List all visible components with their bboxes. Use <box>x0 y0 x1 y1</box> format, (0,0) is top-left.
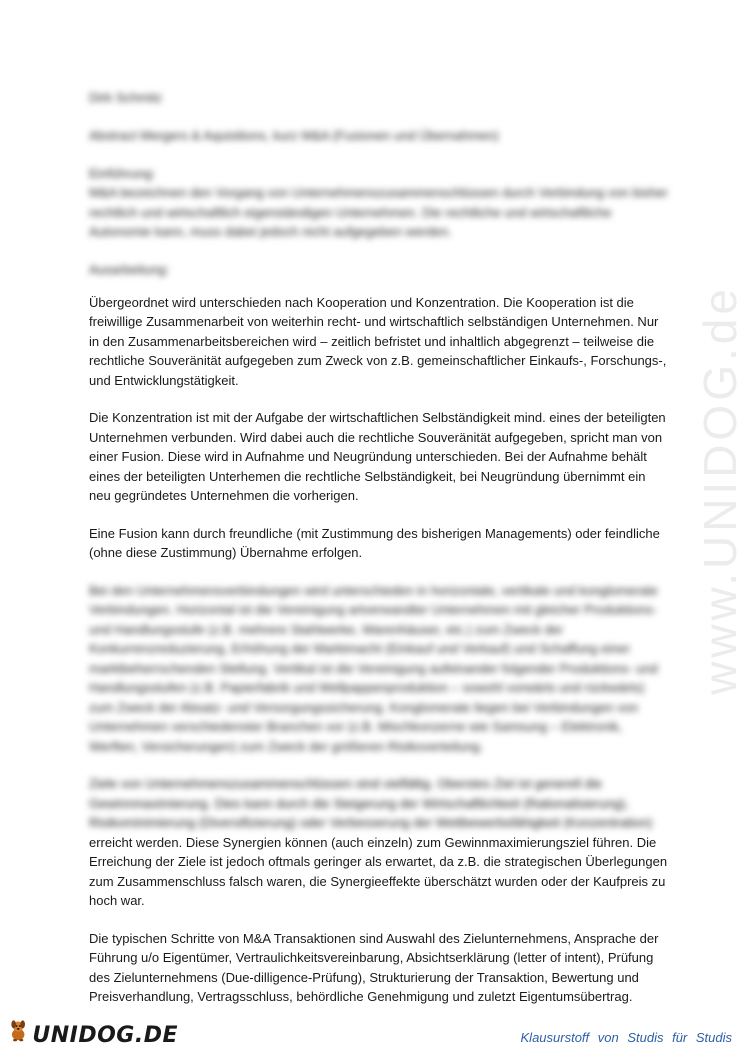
paragraph-ziele-clear: erreicht werden. Diese Synergien können (auch einzeln) zum Gewinnmaximierungsziel führen. Die Erreichung der Ziele ist jedoch oftmals geringer als erwartet, da z.B. die strategischen Überlegungen zum Zusammenschluss falsch waren, die Synergieeffekte überschätzt wurden oder der Kaufpreis zu hoch war. <box>89 834 668 908</box>
logo-text: UNIDOG.DE <box>32 1023 178 1048</box>
section-title: Ausarbeitung: <box>89 261 170 277</box>
footer-slogan: Klausurstoff von Studis für Studis <box>520 1030 732 1045</box>
intro-text: M&A bezeichnen den Vorgang von Unternehmenszusammenschlüssen durch Verbindung von bisher rechtlich und wirtschaftlich eigenständigen Unternehmen. Die rechtliche und wirtschaftliche Autonomie kann, muss dabei jedoch nicht aufgegeben werden. <box>89 185 668 239</box>
paragraph-fusion: Eine Fusion kann durch freundliche (mit Zustimmung des bisherigen Managements) oder feindliche (ohne diese Zustimmung) Übernahme erfolgen. <box>89 525 660 560</box>
paragraph-ziele-blurred: Ziele von Unternehmenszusammenschlüssen sind vielfältig. Oberstes Ziel ist generell die Gewinnmaximierung. Dies kann durch die Steigerung der Wirtschaftlichkeit (Rationalisierung), Risikominimierung (Diversifizierung) oder Verbesserung der Wettbewerbsfähigkeit (Konzentration) <box>89 776 653 830</box>
intro-title: Einführung: <box>89 166 156 181</box>
unidog-logo[interactable] <box>8 1006 178 1052</box>
footer <box>0 1000 750 1060</box>
document-heading: Abstract Mergers & Aquisitions, kurz M&A (Fusionen und Übernahmen) <box>89 128 499 143</box>
watermark <box>694 250 746 730</box>
paragraph-schritte: Die typischen Schritte von M&A Transaktionen sind Auswahl des Zielunternehmens, Ansprache der Führung u/o Eigentümer, Vertraulichkeitsvereinbarung, Absichtserklärung (letter of intent), Prüfung des Zielunternehmens (Due-dilligence-Prüfung), Strukturierung der Transaktion, Bewertung und Preisverhandlung, Vertragsschluss, behördliche Genehmigung und zuletzt Eigentumsübertrag. <box>89 930 659 1004</box>
watermark-text: www.UNIDOG.de <box>694 285 746 695</box>
paragraph-kooperation: Übergeordnet wird unterschieden nach Kooperation und Konzentration. Die Kooperation ist die freiwillige Zusammenarbeit von weiterhin recht- und wirtschaftlich selbständigen Unternehmen. Nur in den Zusammenarbeitsbereichen wird – zeitlich befristet und inhaltlich abgegrenzt – teilweise die rechtliche Souveränität aufgegeben zum Zweck von z.B. gemeinschaftlicher Einkaufs-, Forschungs-, und Entwicklungstätigkeit. <box>89 294 667 388</box>
paragraph-verbindungen: Bei den Unternehmensverbindungen wird unterschieden in horizontale, vertikale und konglomerate Verbindungen. Horizontal ist die Vereinigung artverwandter Unternehmen mit gleicher Produktions- und Handlungsstufe (z.B. mehrere Stahlwerke, Warenhäuser, etc.) zum Zweck der Konkurrenzreduzierung, Erhöhung der Marktmacht (Einkauf und Verkauf) und Schaffung einer marktbeherrschenden Stellung. Vertikal ist die Vereinigung aufeinander folgender Produktions- und Handlungsstufen (z.B. Papierfabrik und Wellpappenproduktion – sowohl vorwärts und rückwärts) zum Zweck der Absatz- und Versorgungssicherung. Konglomerate liegen bei Verbindungen von Unternehmen verschiedenster Branchen vor (z.B. Mischkonzerne wie Samsung – Elektronik, Werften, Versicherungen) zum Zweck der größeren Risikoverteilung. <box>89 582 658 754</box>
dog-icon <box>8 1008 28 1052</box>
paragraph-ziele <box>89 774 669 911</box>
paragraph-konzentration: Die Konzentration ist mit der Aufgabe der wirtschaftlichen Selbständigkeit mind. eines der beteiligten Unternehmen verbunden. Wird dabei auch die rechtliche Souveränität aufgegeben, spricht man von einer Fusion. Diese wird in Aufnahme und Neugründung unterschieden. Bei der Aufnahme behält eines der beteiligten Unterhemen die rechtliche Selbständigkeit, bei Neugründung übernimmt ein neu gegründetes Unternehmen die vorherigen. <box>89 410 666 503</box>
author-name: Dirk Schmitz <box>89 90 162 105</box>
document-body <box>89 88 669 1025</box>
